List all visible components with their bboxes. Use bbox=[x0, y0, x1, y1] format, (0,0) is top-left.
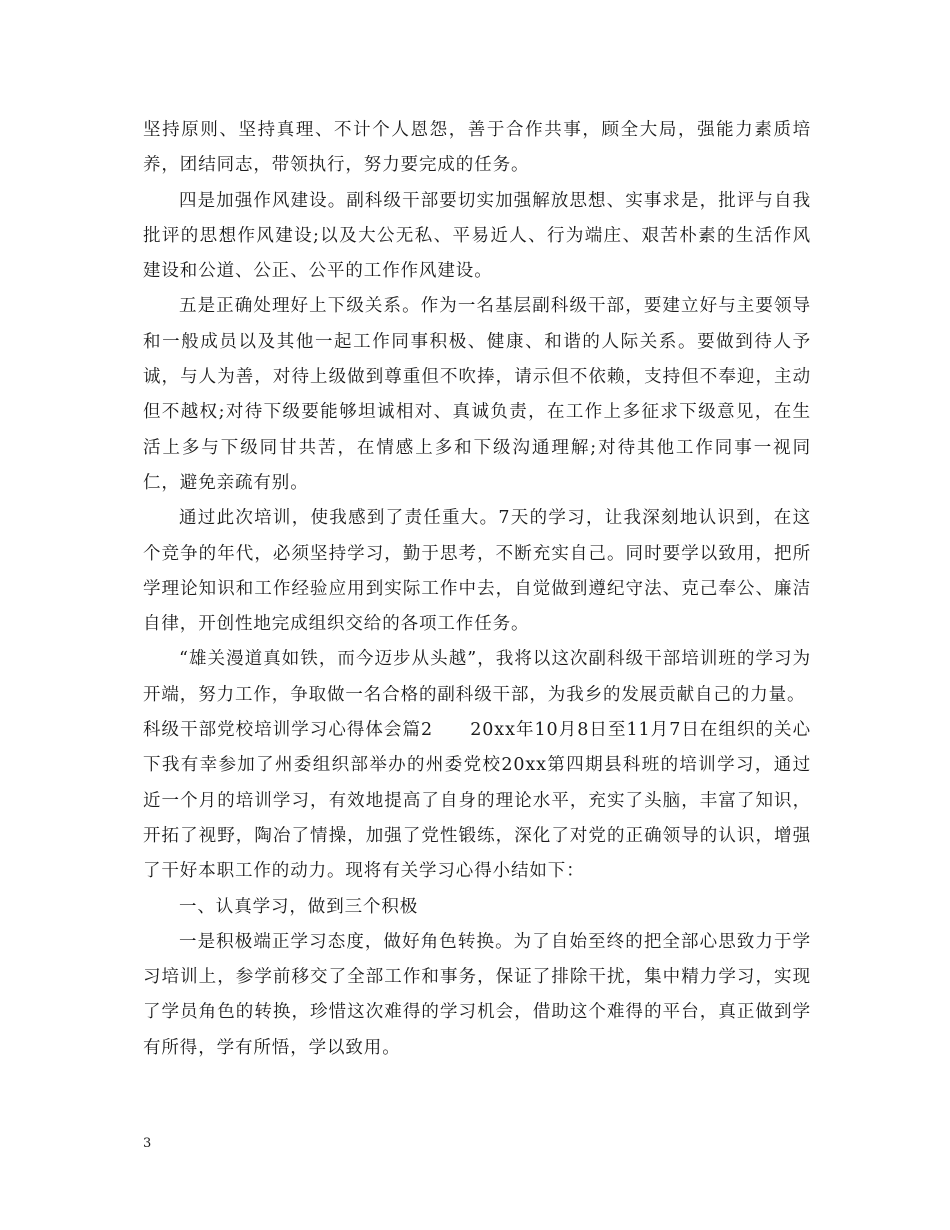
paragraph-1: 坚持原则、坚持真理、不计个人恩怨，善于合作共事，顾全大局，强能力素质培养，团结同志，带领执行，努力要完成的任务。 bbox=[143, 120, 811, 176]
paragraph-4: 通过此次培训，使我感到了责任重大。7天的学习，让我深刻地认识到，在这个竞争的年代，必须坚持学习，勤于思考，不断充实自己。同时要学以致用，把所学理论知识和工作经验应用到实际工作中去，自觉做到遵纪守法、克己奉公、廉洁自律，开创性地完成组织交给的各项工作任务。 bbox=[143, 508, 811, 635]
document-body bbox=[143, 113, 811, 1066]
paragraph-3: 五是正确处理好上下级关系。作为一名基层副科级干部，要建立好与主要领导和一般成员以及其他一起工作同事积极、健康、和谐的人际关系。要做到待人予诚，与人为善，对待上级做到尊重但不吹捧，请示但不依赖，支持但不奉迎，主动但不越权;对待下级要能够坦诚相对、真诚负责，在工作上多征求下级意见，在生活上多与下级同甘共苦，在情感上多和下级沟通理解;对待其他工作同事一视同仁，避免亲疏有别。 bbox=[143, 296, 811, 493]
paragraph-2: 四是加强作风建设。副科级干部要切实加强解放思想、实事求是，批评与自我批评的思想作风建设;以及大公无私、平易近人、行为端庄、艰苦朴素的生活作风建设和公道、公正、公平的工作作风建设。 bbox=[143, 190, 811, 282]
section-heading: 一、认真学习，做到三个积极 bbox=[179, 896, 419, 917]
page-number: 3 bbox=[143, 1136, 152, 1151]
paragraph-5: “雄关漫道真如铁，而今迈步从头越”，我将以这次副科级干部培训班的学习为开端，努力工作，争取做一名合格的副科级干部，为我乡的发展贡献自己的力量。 bbox=[143, 649, 811, 705]
paragraph-8: 一是积极端正学习态度，做好角色转换。为了自始至终的把全部心思致力于学习培训上，参学前移交了全部工作和事务，保证了排除干扰，集中精力学习，实现了学员角色的转换，珍惜这次难得的学习机会，借助这个难得的平台，真正做到学有所得，学有所悟，学以致用。 bbox=[143, 931, 811, 1058]
paragraph-6: 科级干部党校培训学习心得体会篇2 20xx年10月8日至11月7日在组织的关心下我有幸参加了州委组织部举办的州委党校20xx第四期县科班的培训学习，通过近一个月的培训学习，有效地提高了自身的理论水平，充实了头脑，丰富了知识，开拓了视野，陶冶了情操，加强了党性锻练，深化了对党的正确领导的认识，增强了干好本职工作的动力。现将有关学习心得小结如下： bbox=[143, 720, 811, 882]
